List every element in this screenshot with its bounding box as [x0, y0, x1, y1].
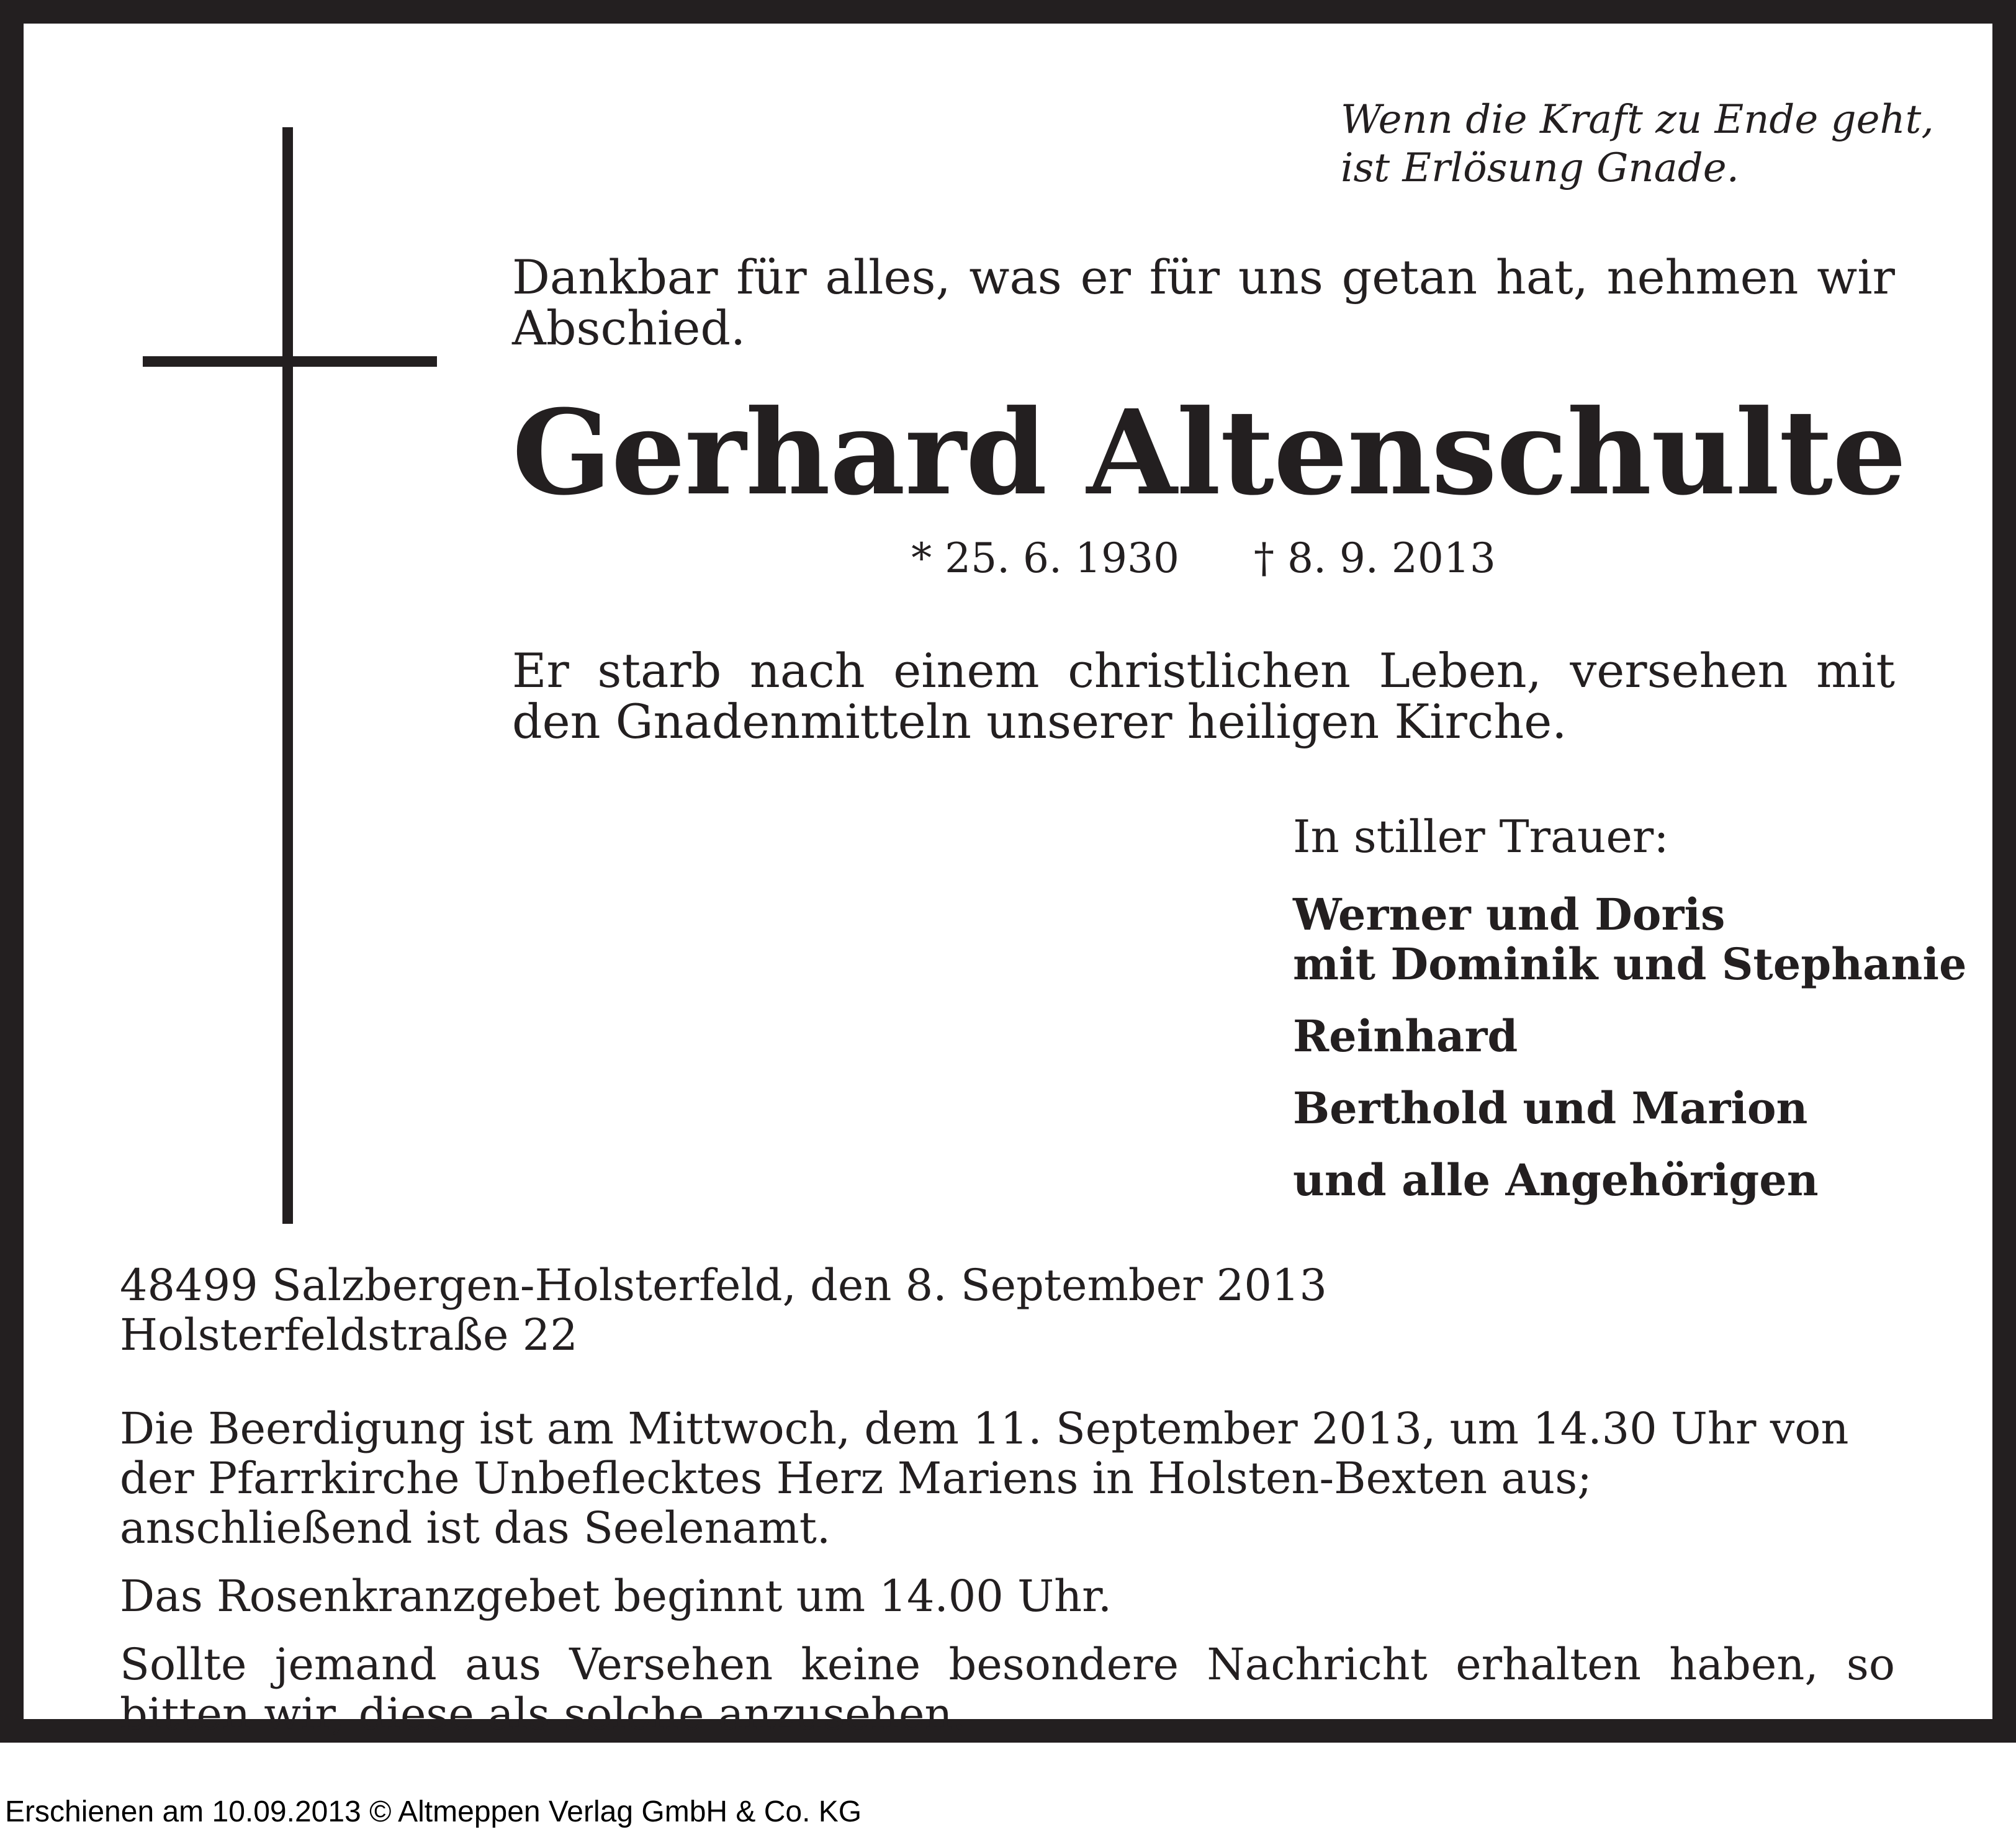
deceased-name: Gerhard Altenschulte — [512, 384, 1906, 521]
motto-line-2: ist Erlösung Gnade. — [1341, 145, 1739, 191]
mourner-line: und alle Angehörigen — [1293, 1154, 1819, 1206]
mourner-line: Berthold und Marion — [1293, 1082, 1808, 1134]
statement-text: Er starb nach einem christlichen Leben, versehen mit den Gnadenmitteln unserer heiligen Kirche. — [512, 643, 1895, 749]
mourner-line: Werner und Doris — [1293, 889, 1726, 940]
intro-text: Dankbar für alles, was er für uns getan hat, nehmen wir Abschied. — [512, 249, 1895, 356]
mourner-line: Reinhard — [1293, 1010, 1518, 1062]
address-block — [120, 1260, 1327, 1360]
mourners-list — [1293, 890, 1967, 1228]
publication-credit: Erschienen am 10.09.2013 © Altmeppen Verlag GmbH & Co. KG — [5, 1795, 862, 1828]
mourning-heading: In stiller Trauer: — [1293, 810, 1669, 863]
cross-vertical-bar — [282, 127, 293, 1224]
mourner-entry — [1293, 1084, 1967, 1133]
life-dates — [512, 534, 1895, 583]
mourner-entry — [1293, 1156, 1967, 1205]
motto — [1341, 96, 1934, 192]
cross-horizontal-bar — [143, 356, 437, 367]
address-line-2: Holsterfeldstraße 22 — [120, 1309, 578, 1360]
address-line-1: 48499 Salzbergen-Holsterfeld, den 8. September 2013 — [120, 1260, 1327, 1311]
death-date: † 8. 9. 2013 — [1253, 534, 1496, 582]
mourner-entry — [1293, 890, 1967, 989]
notice-text: Sollte jemand aus Versehen keine besondere Nachricht erhalten haben, so bitten wir, diese als solche anzusehen. — [120, 1639, 1895, 1740]
funeral-ceremony-text: Die Beerdigung ist am Mittwoch, dem 11. September 2013, um 14.30 Uhr von der Pfarrkirche Unbeflecktes Herz Mariens in Holsten-Bexten aus; anschließend ist das Seelenamt. — [120, 1403, 1849, 1553]
mourner-entry — [1293, 1012, 1967, 1061]
rosary-text: Das Rosenkranzgebet beginnt um 14.00 Uhr. — [120, 1571, 1112, 1622]
motto-line-1: Wenn die Kraft zu Ende geht, — [1341, 97, 1934, 143]
funeral-info — [120, 1404, 1895, 1758]
birth-date: * 25. 6. 1930 — [911, 534, 1179, 582]
mourner-line: mit Dominik und Stephanie — [1293, 938, 1967, 990]
